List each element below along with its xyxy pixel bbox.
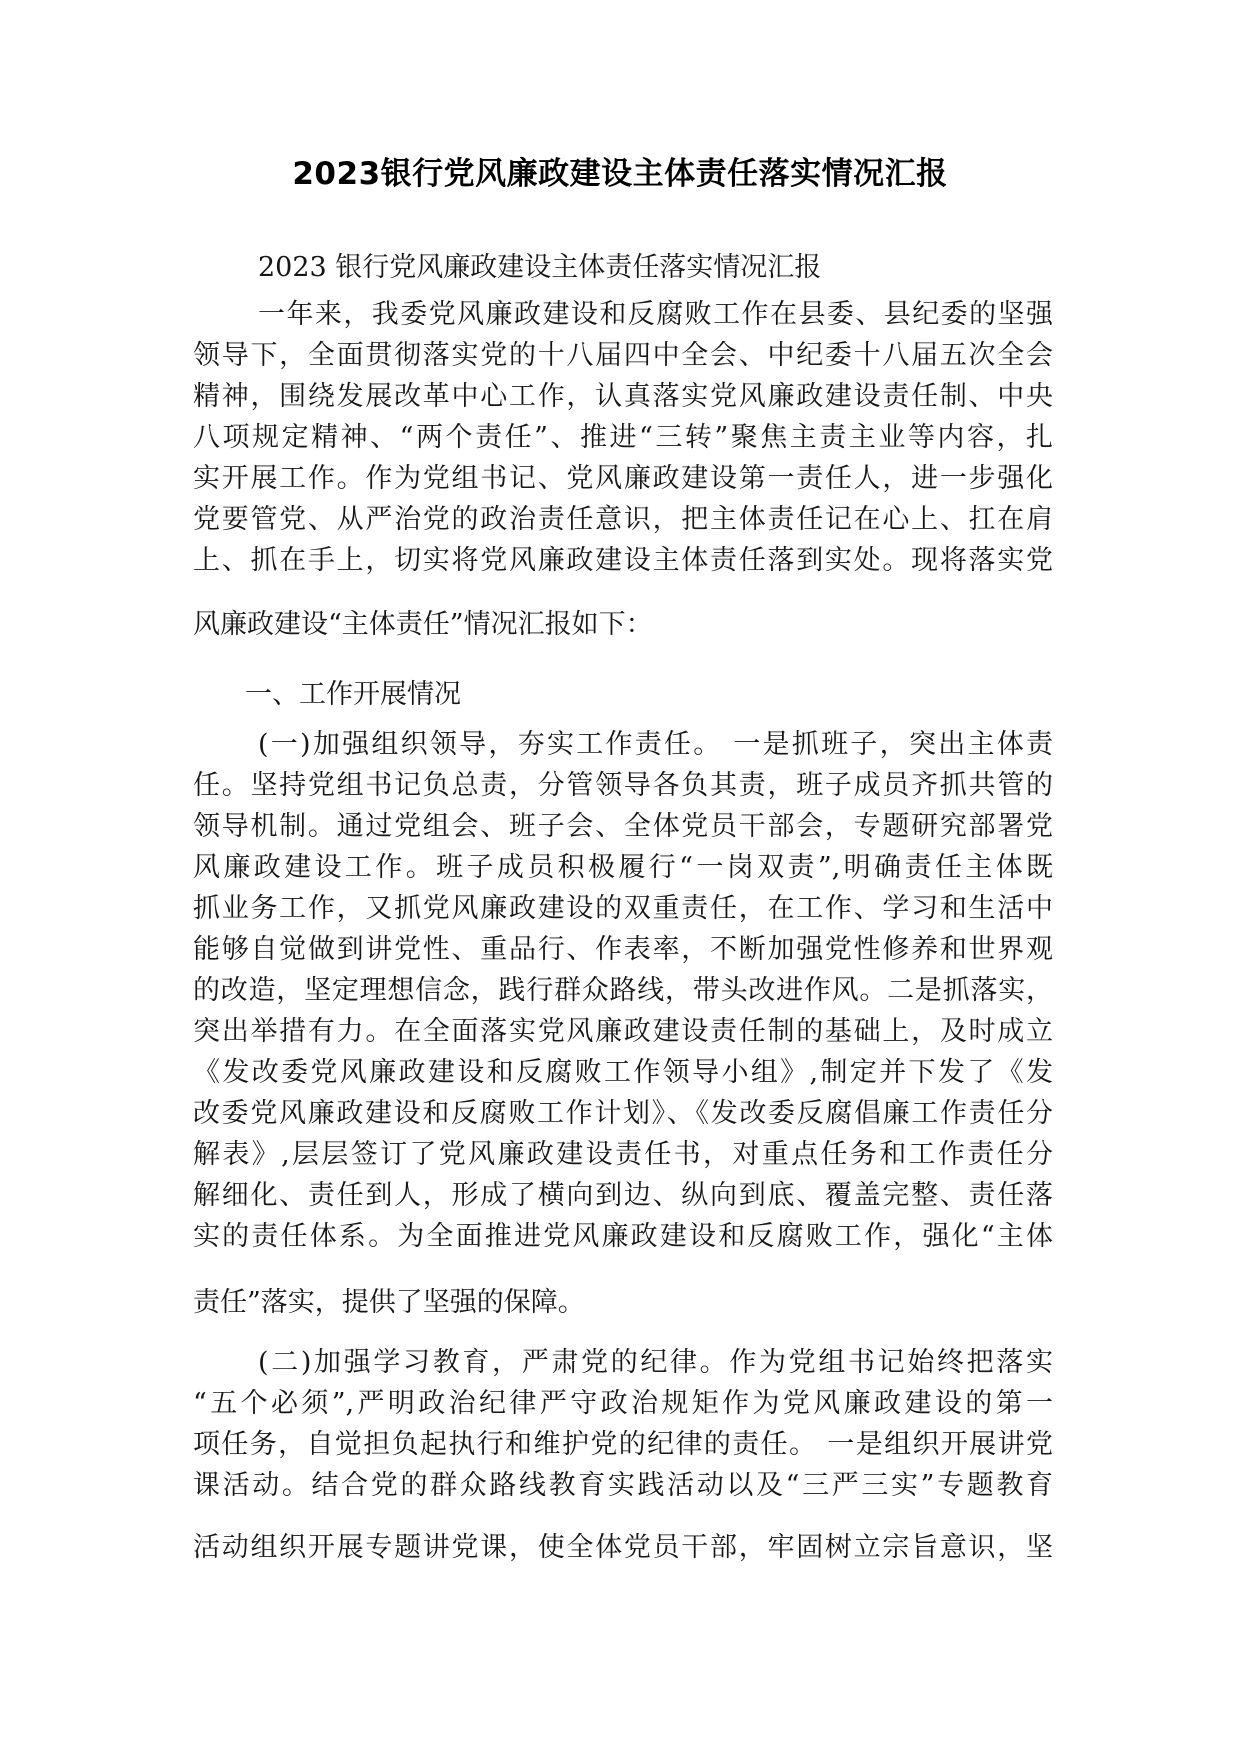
text-line: 能够自觉做到讲党性、重品行、作表率，不断加强党性修养和世界观 bbox=[193, 934, 1053, 965]
text-line: 领导机制。通过党组会、班子会、全体党员干部会，专题研究部署党 bbox=[193, 811, 1053, 842]
text-line: 风廉政建设工作。班子成员积极履行“一岗双责”,明确责任主体既 bbox=[193, 852, 1053, 883]
text-line: 改委党风廉政建设和反腐败工作计划》、《发改委反腐倡廉工作责任分 bbox=[193, 1098, 1053, 1129]
text-line: 抓业务工作，又抓党风廉政建设的双重责任，在工作、学习和生活中 bbox=[193, 893, 1053, 924]
text-line: 《发改委党风廉政建设和反腐败工作领导小组》,制定并下发了《发 bbox=[193, 1057, 1053, 1088]
text-line: 精神，围绕发展改革中心工作，认真落实党风廉政建设责任制、中央 bbox=[193, 381, 1053, 412]
text-line: 八项规定精神、“两个责任”、推进“三转”聚焦主责主业等内容，扎 bbox=[193, 422, 1053, 453]
text-line: 的改造，坚定理想信念，践行群众路线，带头改进作风。二是抓落实， bbox=[193, 975, 1053, 1006]
text-line: 突出举措有力。在全面落实党风廉政建设责任制的基础上，及时成立 bbox=[193, 1016, 1053, 1047]
text-line: 2023 银行党风廉政建设主体责任落实情况汇报 bbox=[258, 252, 822, 283]
text-line: (二)加强学习教育，严肃党的纪律。作为党组书记始终把落实 bbox=[258, 1347, 1053, 1378]
text-line: 上、抓在手上，切实将党风廉政建设主体责任落到实处。现将落实党 bbox=[193, 545, 1053, 576]
text-line: (一)加强组织领导，夯实工作责任。 一是抓班子，突出主体责 bbox=[258, 729, 1053, 760]
text-line: 活动组织开展专题讲党课，使全体党员干部，牢固树立宗旨意识，坚 bbox=[193, 1532, 1053, 1563]
text-line: 党要管党、从严治党的政治责任意识，把主体责任记在心上、扛在肩 bbox=[193, 504, 1053, 535]
text-line: 解表》,层层签订了党风廉政建设责任书，对重点任务和工作责任分 bbox=[193, 1139, 1053, 1170]
text-line: 实开展工作。作为党组书记、党风廉政建设第一责任人，进一步强化 bbox=[193, 463, 1053, 494]
text-line: 领导下，全面贯彻落实党的十八届四中全会、中纪委十八届五次全会 bbox=[193, 340, 1053, 371]
text-line: 任。坚持党组书记负总责，分管领导各负其责，班子成员齐抓共管的 bbox=[193, 770, 1053, 801]
text-line: “五个必须”,严明政治纪律严守政治规矩作为党风廉政建设的第一 bbox=[193, 1388, 1053, 1419]
section-heading: 一、工作开展情况 bbox=[245, 679, 461, 710]
text-line: 责任”落实，提供了坚强的保障。 bbox=[193, 1287, 585, 1318]
text-line: 项任务，自觉担负起执行和维护党的纪律的责任。 一是组织开展讲党 bbox=[193, 1429, 1053, 1460]
text-line: 实的责任体系。为全面推进党风廉政建设和反腐败工作，强化“主体 bbox=[193, 1221, 1053, 1252]
text-line: 解细化、责任到人，形成了横向到边、纵向到底、覆盖完整、责任落 bbox=[193, 1180, 1053, 1211]
document-title: 2023银行党风廉政建设主体责任落实情况汇报 bbox=[292, 156, 948, 192]
text-line: 课活动。结合党的群众路线教育实践活动以及“三严三实”专题教育 bbox=[193, 1470, 1053, 1501]
text-line: 一年来，我委党风廉政建设和反腐败工作在县委、县纪委的坚强 bbox=[258, 299, 1053, 330]
text-line: 风廉政建设“主体责任”情况汇报如下： bbox=[193, 609, 653, 640]
